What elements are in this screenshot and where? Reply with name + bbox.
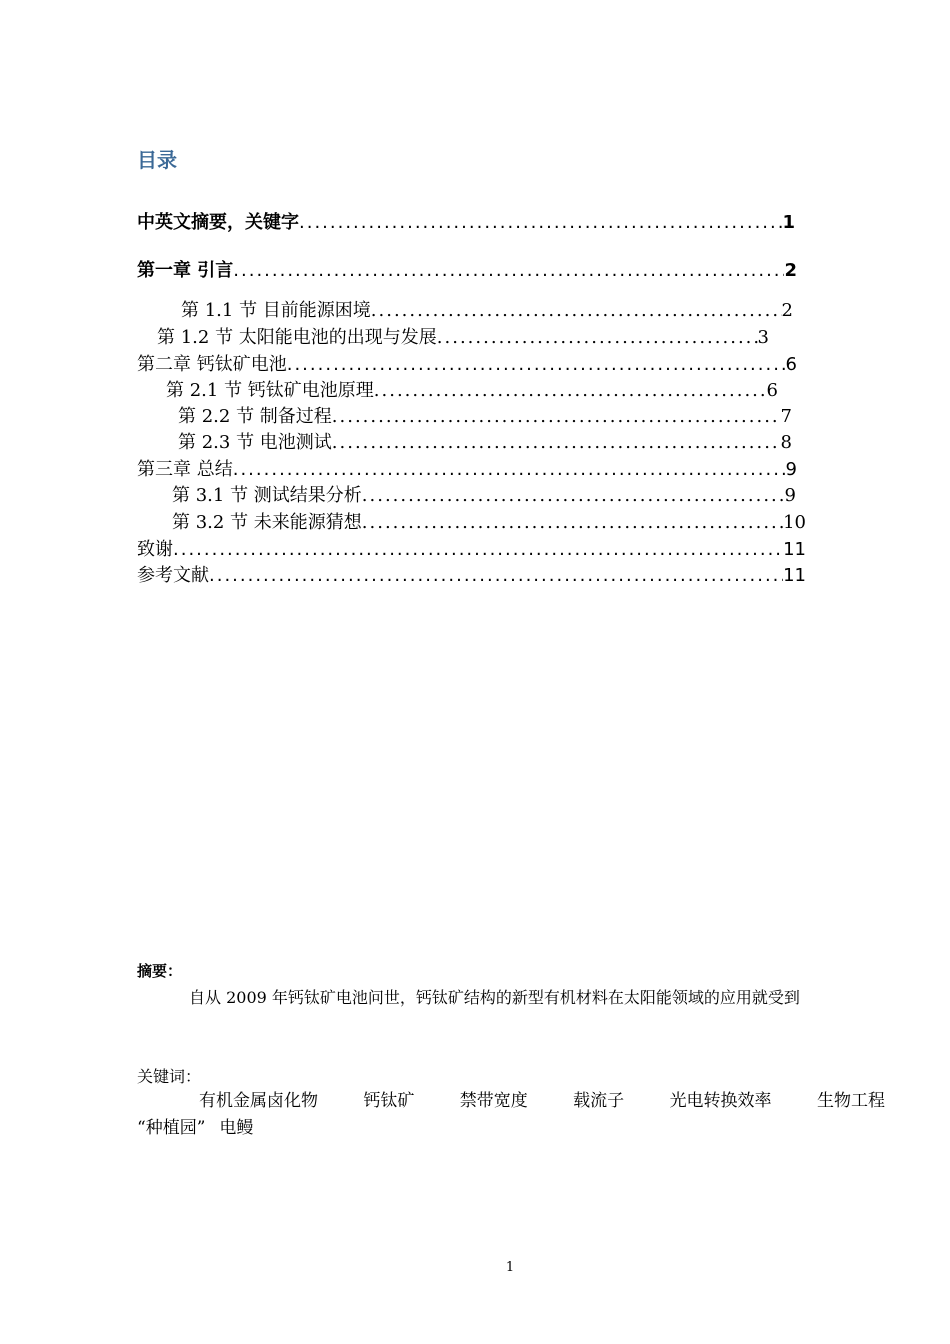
abstract-heading: 摘要： [137, 962, 183, 980]
toc-leader-dots [209, 565, 783, 586]
toc-entry[interactable] [181, 296, 793, 322]
toc-entry-label: 第一章 引言 [137, 260, 234, 281]
toc-entry-page: 6 [785, 354, 797, 375]
toc-entry-label: 第 3.2 节 未来能源猜想 [172, 512, 362, 533]
toc-entry-label: 第 3.1 节 测试结果分析 [172, 485, 362, 506]
toc-leader-dots [362, 512, 783, 533]
toc-entry-page: 9 [784, 485, 796, 506]
toc-entry[interactable] [166, 376, 778, 402]
toc-entry-label: 第三章 总结 [137, 459, 233, 480]
toc-leader-dots [287, 354, 786, 375]
toc-entry-label: 第 2.1 节 钙钛矿电池原理 [166, 380, 374, 401]
keyword: 禁带宽度 [459, 1091, 528, 1111]
toc-entry-page: 1 [782, 212, 795, 233]
toc-entry-label: 参考文献 [137, 565, 209, 586]
abstract-text: 自从 2009 年钙钛矿电池问世，钙钛矿结构的新型有机材料在太阳能领域的应用就受到 [189, 988, 800, 1007]
toc-entry-label: 第二章 钙钛矿电池 [137, 354, 287, 375]
toc-entry-page: 9 [785, 459, 797, 480]
keywords-line [137, 1088, 885, 1115]
toc-entry[interactable] [172, 508, 806, 534]
toc-leader-dots [362, 485, 785, 506]
keywords-heading: 关键词： [137, 1067, 202, 1086]
toc-entry-page: 7 [780, 406, 792, 427]
keyword: 电鳗 [219, 1118, 254, 1138]
keyword: 有机金属卤化物 [199, 1091, 318, 1111]
toc-entry[interactable] [172, 481, 796, 507]
toc-entry-page: 11 [783, 565, 806, 586]
toc-entry-page: 3 [757, 327, 769, 348]
toc-entry-label: 中英文摘要，关键字 [137, 212, 299, 233]
keyword: 载流子 [573, 1091, 625, 1111]
toc-entry[interactable] [137, 561, 806, 587]
page-number: 1 [505, 1260, 515, 1275]
toc-entry[interactable] [137, 455, 797, 481]
toc-leader-dots [233, 260, 784, 281]
toc-entry-page: 8 [780, 432, 792, 453]
keywords-line [137, 1115, 885, 1142]
toc-entry-label: 第 2.3 节 电池测试 [178, 432, 332, 453]
toc-entry[interactable] [137, 535, 806, 561]
toc-leader-dots [371, 300, 782, 321]
toc-leader-dots [374, 380, 767, 401]
keyword: “种植园” [137, 1118, 206, 1138]
keywords-list [137, 1088, 885, 1142]
toc-title: 目录 [137, 148, 177, 172]
toc-entry[interactable] [178, 428, 792, 454]
toc-entry[interactable] [137, 350, 797, 376]
toc-entry-label: 致谢 [137, 539, 173, 560]
toc-entry-page: 11 [783, 539, 806, 560]
toc-entry[interactable] [137, 256, 797, 282]
toc-leader-dots [173, 539, 783, 560]
keyword: 生物工程 [816, 1091, 885, 1111]
toc-leader-dots [437, 327, 758, 348]
toc-entry-page: 10 [783, 512, 806, 533]
toc-leader-dots [233, 459, 786, 480]
toc-entry-label: 第 2.2 节 制备过程 [178, 406, 332, 427]
keyword: 光电转换效率 [669, 1091, 772, 1111]
toc-entry-page: 6 [766, 380, 778, 401]
toc-entry[interactable] [137, 208, 795, 234]
toc-leader-dots [332, 406, 781, 427]
toc-entry-page: 2 [781, 300, 793, 321]
toc-leader-dots [299, 212, 782, 233]
toc-entry-page: 2 [784, 260, 797, 281]
toc-entry[interactable] [178, 402, 792, 428]
toc-entry[interactable] [157, 323, 769, 349]
toc-entry-label: 第 1.1 节 目前能源困境 [181, 300, 371, 321]
toc-leader-dots [332, 432, 781, 453]
keyword: 钙钛矿 [363, 1091, 415, 1111]
toc-entry-label: 第 1.2 节 太阳能电池的出现与发展 [157, 327, 437, 348]
